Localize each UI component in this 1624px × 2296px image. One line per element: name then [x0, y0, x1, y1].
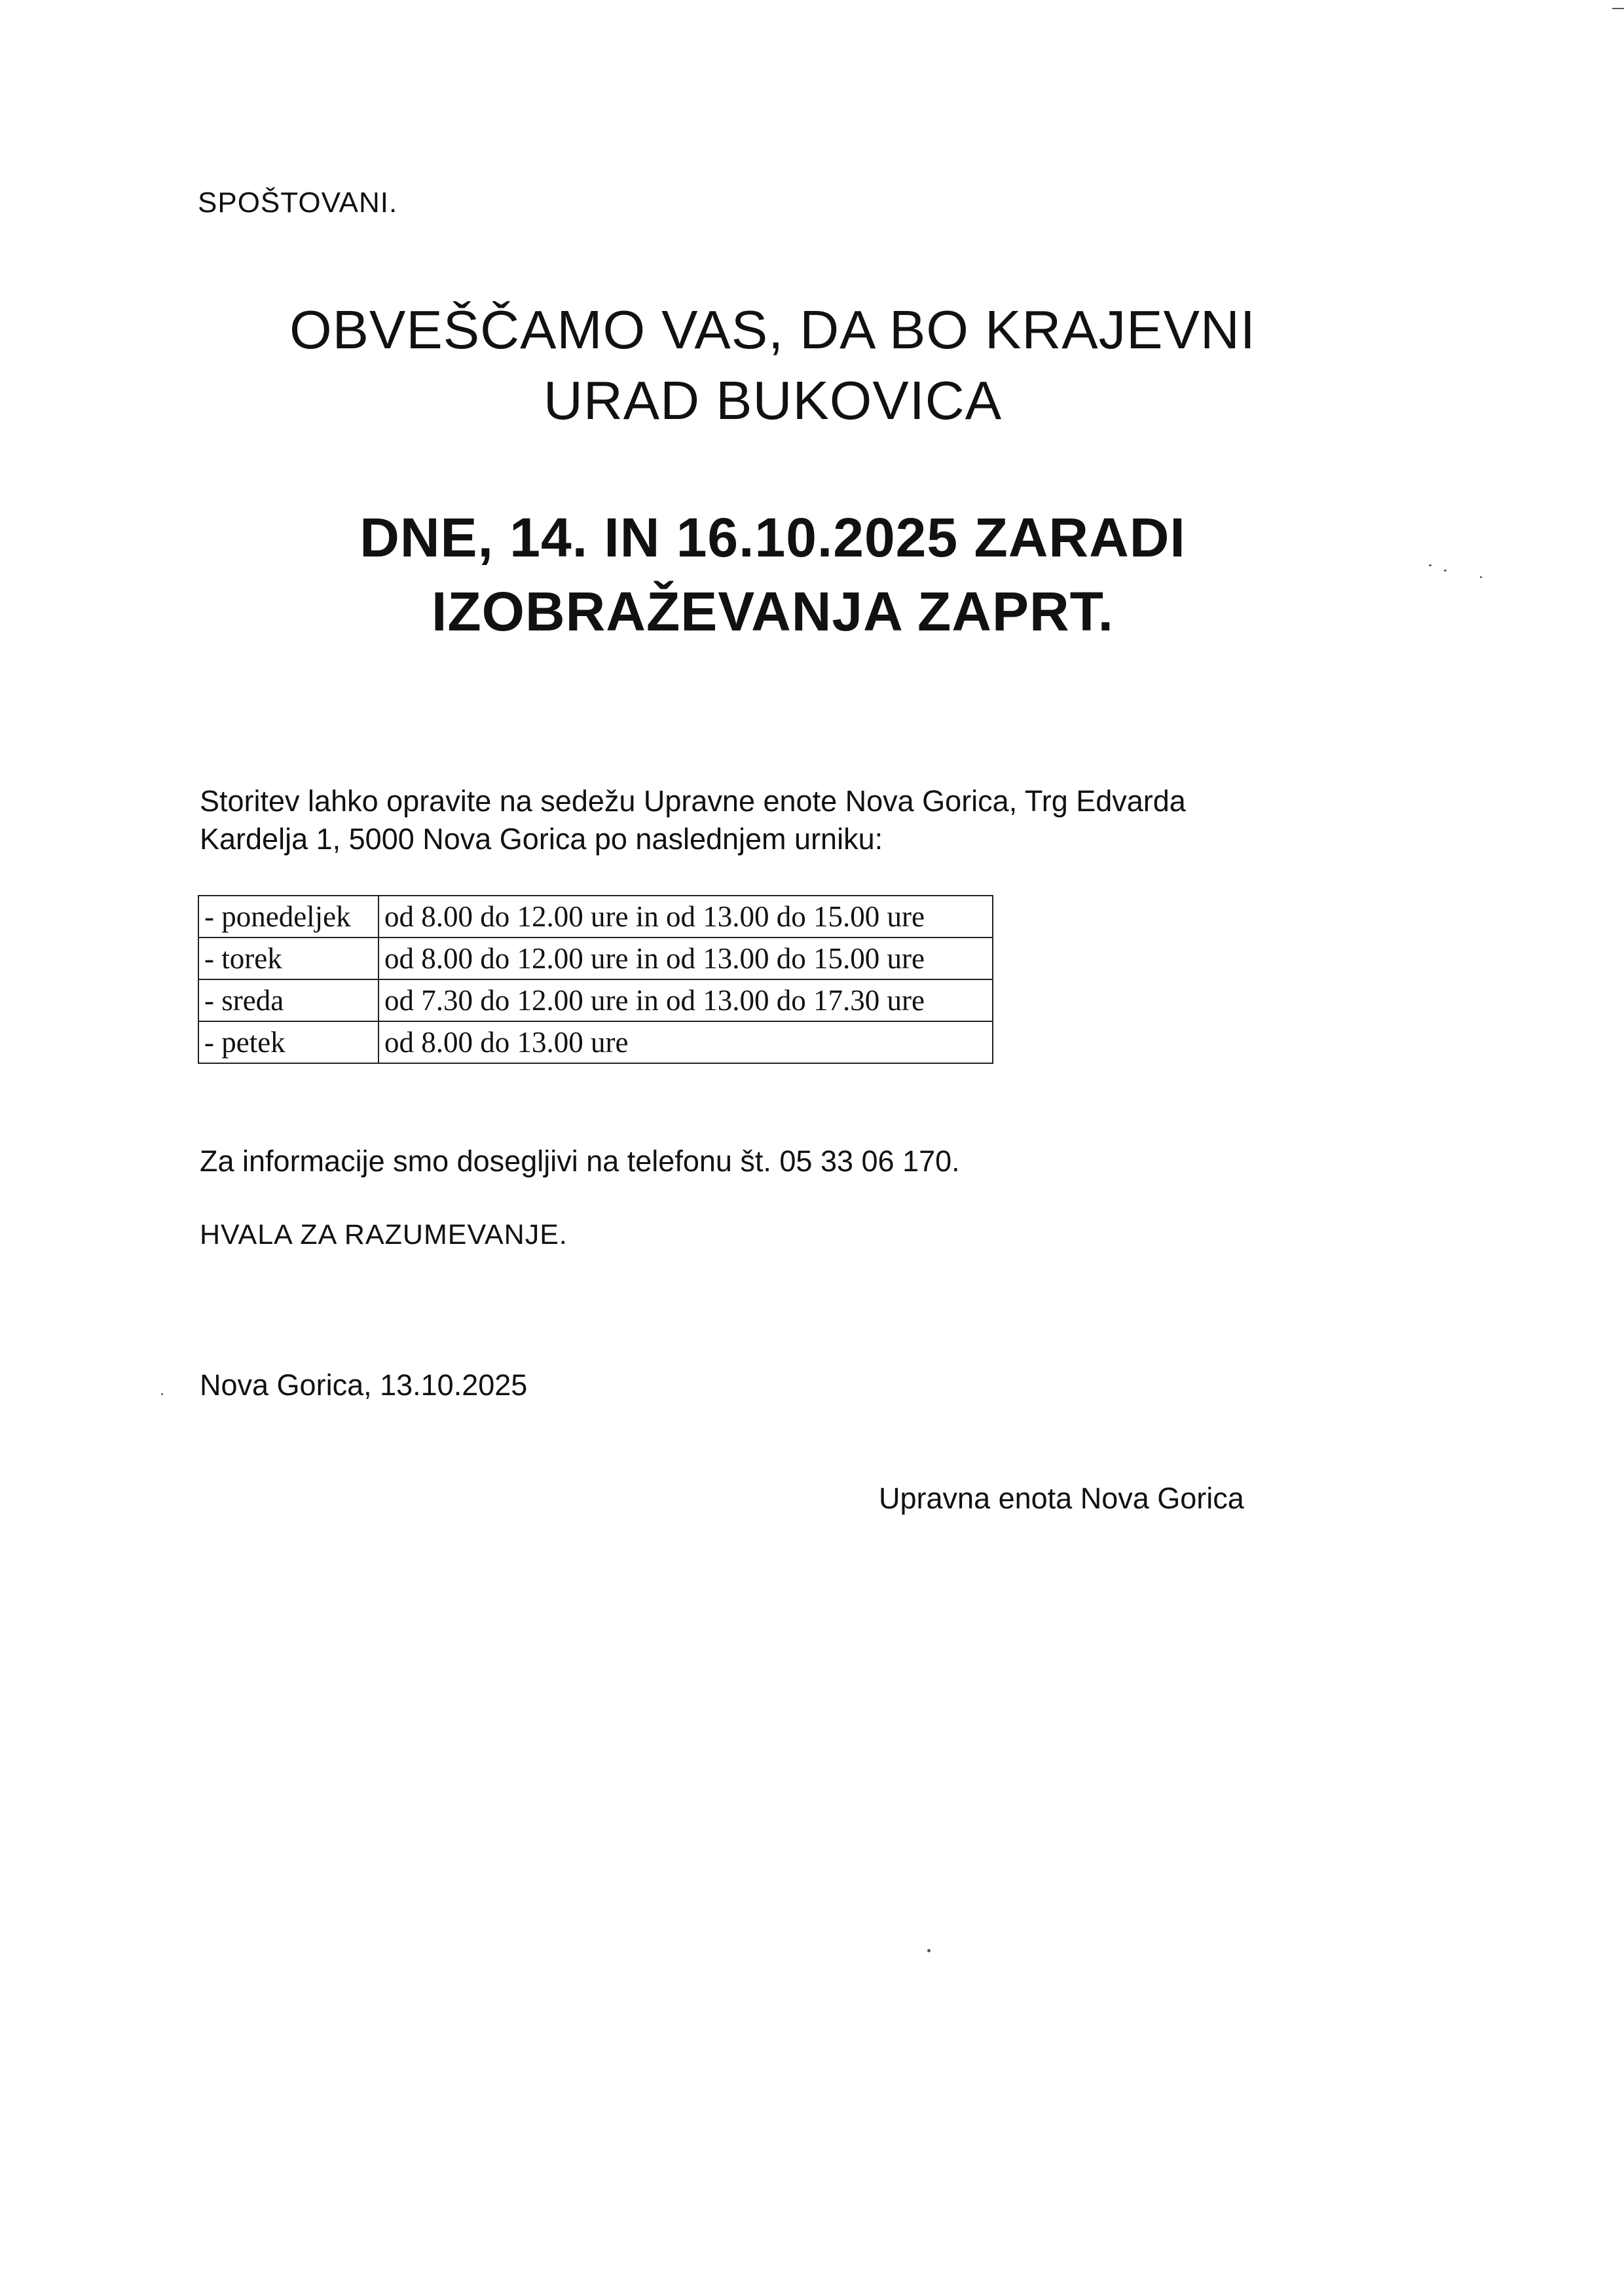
headline-line-2: URAD BUKOVICA [543, 370, 1003, 431]
table-row [198, 896, 993, 938]
hours-cell: od 8.00 do 13.00 ure [378, 1021, 993, 1063]
office-hours-table [198, 895, 993, 1064]
headline-line-1: OBVEŠČAMO VAS, DA BO KRAJEVNI [289, 299, 1256, 360]
day-cell: - ponedeljek [198, 896, 378, 938]
scan-speck [1429, 564, 1431, 566]
day-cell: - sreda [198, 979, 378, 1021]
table-row [198, 938, 993, 979]
signature-office: Upravna enota Nova Gorica [879, 1482, 1244, 1515]
table-row [198, 979, 993, 1021]
scan-speck [927, 1949, 931, 1952]
intro-line-2: Kardelja 1, 5000 Nova Gorica po naslednjem urniku: [200, 822, 883, 856]
hours-cell: od 8.00 do 12.00 ure in od 13.00 do 15.00 ure [378, 896, 993, 938]
day-cell: - torek [198, 938, 378, 979]
scan-speck [1612, 8, 1624, 9]
scan-speck [161, 1393, 163, 1395]
thanks-line: HVALA ZA RAZUMEVANJE. [200, 1219, 568, 1250]
closure-notice [170, 501, 1375, 649]
day-cell: - petek [198, 1021, 378, 1063]
hours-cell: od 7.30 do 12.00 ure in od 13.00 do 17.30 ure [378, 979, 993, 1021]
scan-speck [1444, 570, 1447, 572]
hours-cell: od 8.00 do 12.00 ure in od 13.00 do 15.00 ure [378, 938, 993, 979]
greeting: SPOŠTOVANI. [198, 187, 398, 219]
intro-line-1: Storitev lahko opravite na sedežu Upravne enote Nova Gorica, Trg Edvarda [200, 784, 1186, 818]
scan-speck [1480, 576, 1482, 578]
headline [170, 295, 1375, 436]
contact-info: Za informacije smo dosegljivi na telefonu št. 05 33 06 170. [200, 1144, 960, 1178]
place-and-date: Nova Gorica, 13.10.2025 [200, 1368, 528, 1402]
intro-paragraph [200, 782, 1352, 858]
table-row [198, 1021, 993, 1063]
closure-line-1: DNE, 14. IN 16.10.2025 ZARADI [360, 507, 1186, 568]
closure-line-2: IZOBRAŽEVANJA ZAPRT. [431, 581, 1115, 642]
